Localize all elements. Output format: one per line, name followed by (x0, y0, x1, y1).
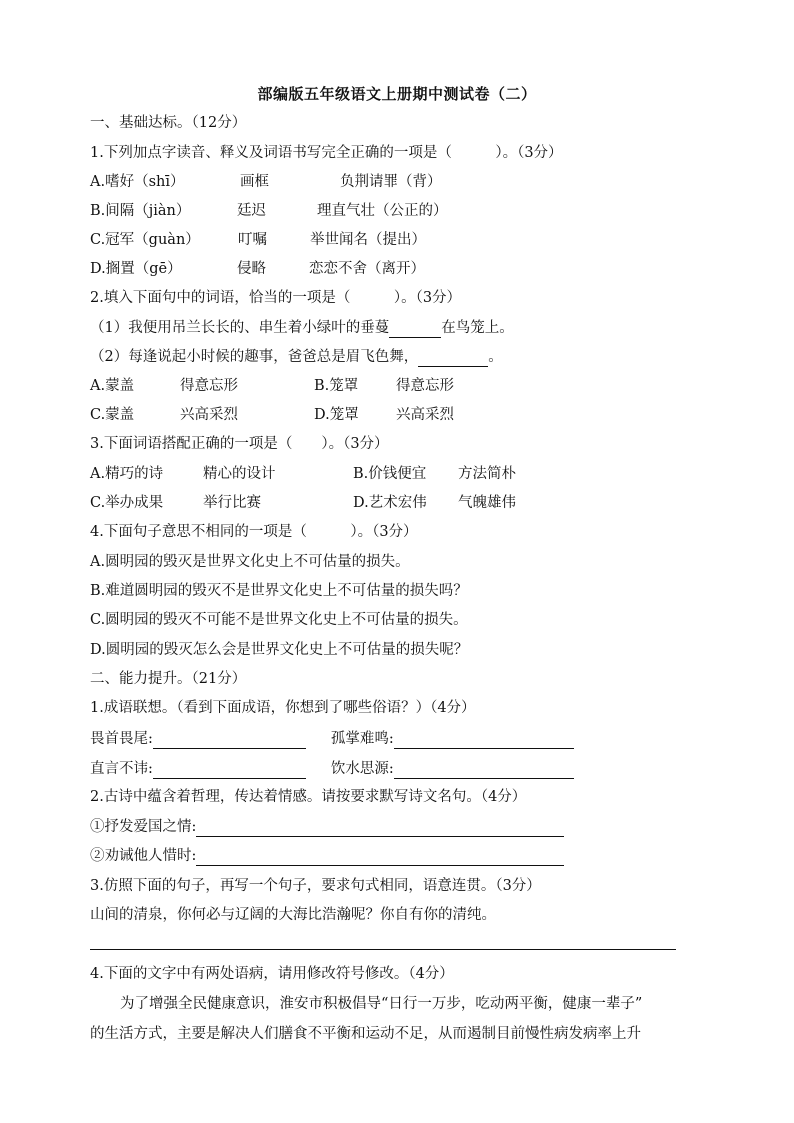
option-word: 叮嘱 (238, 232, 267, 248)
s2-q4-stem: 4.下面的文字中有两处语病，请用修改符号修改。（4分） (90, 966, 454, 982)
option-word: 画框 (240, 174, 269, 190)
idiom-label: 畏首畏尾: (90, 731, 153, 747)
option-word: 兴高采烈 (180, 407, 238, 423)
option-word: C.举办成果 (90, 495, 164, 511)
q1-stem: 1.下列加点字读音、释义及词语书写完全正确的一项是（ ）。（3分） (90, 145, 563, 161)
section2-heading: 二、能力提升。（21分） (90, 671, 247, 687)
option-word: B.间隔（jiàn） (90, 203, 191, 219)
option-word: 侵略 (237, 261, 266, 277)
sentence-text: （1）我便用吊兰长长的、串生着小绿叶的垂蔓 (90, 320, 390, 336)
q2-sentence-1 (90, 318, 514, 338)
q2-options-cd (90, 405, 454, 425)
q1-option-c (90, 230, 426, 250)
option-word: 恋恋不舍（离开） (309, 261, 425, 277)
q2-options-ab (90, 376, 454, 396)
option-word: 得意忘形 (396, 378, 454, 394)
answer-blank[interactable] (153, 733, 306, 749)
option-word: 举世闻名（提出） (310, 232, 426, 248)
option-word: 廷迟 (237, 203, 266, 219)
option-word: 理直气壮（公正的） (317, 203, 448, 219)
s2-q4-paragraph-line-2: 的生活方式，主要是解决人们膳食不平衡和运动不足，从而遏制目前慢性病发病率上升 (90, 1026, 641, 1042)
q2-sentence-2 (90, 347, 503, 367)
answer-blank[interactable] (196, 850, 564, 866)
q3-stem: 3.下面词语搭配正确的一项是（ ）。（3分） (90, 436, 389, 452)
q4-option-c: C.圆明园的毁灭不可能不是世界文化史上不可估量的损失。 (90, 612, 468, 628)
poem-label: ②劝诫他人惜时: (90, 848, 197, 864)
q3-options-cd (90, 493, 516, 513)
s2-q4-paragraph-line-1: 为了增强全民健康意识，淮安市积极倡导“日行一万步，吃动两平衡，健康一辈子” (120, 996, 643, 1012)
option-word: 负荆请罪（背） (340, 174, 442, 190)
section1-heading: 一、基础达标。（12分） (90, 115, 247, 131)
option-word: D.艺术宏伟 (353, 495, 427, 511)
sentence-text: 在鸟笼上。 (441, 320, 514, 336)
idiom-label: 饮水思源: (330, 761, 394, 777)
option-word: 气魄雄伟 (458, 495, 516, 511)
option-word: 精心的设计 (203, 466, 276, 482)
q4-option-a: A.圆明园的毁灭是世界文化史上不可估量的损失。 (90, 554, 410, 570)
q1-option-d (90, 259, 425, 279)
option-word: B.价钱便宜 (353, 466, 427, 482)
answer-blank[interactable] (153, 763, 306, 779)
option-word: 得意忘形 (180, 378, 238, 394)
answer-blank[interactable] (394, 763, 574, 779)
q4-option-d: D.圆明园的毁灭怎么会是世界文化史上不可估量的损失呢？ (90, 642, 469, 658)
idiom-label: 孤掌难鸣: (330, 731, 394, 747)
q3-options-ab (90, 464, 516, 484)
answer-line[interactable] (90, 949, 676, 950)
q1-option-b (90, 201, 448, 221)
idiom-label: 直言不讳: (90, 761, 153, 777)
fill-blank[interactable] (389, 322, 441, 338)
idiom-row-2 (90, 759, 574, 779)
s2-q3-stem: 3.仿照下面的句子，再写一个句子，要求句式相同，语意连贯。（3分） (90, 878, 541, 894)
option-word: D.笼罩 (314, 407, 359, 423)
fill-blank[interactable] (418, 351, 488, 367)
option-word: 方法简朴 (458, 466, 516, 482)
s2-q2-stem: 2.古诗中蕴含着哲理，传达着情感。请按要求默写诗文名句。（4分） (90, 789, 527, 805)
q4-option-b: B.难道圆明园的毁灭不是世界文化史上不可估量的损失吗？ (90, 583, 468, 599)
q2-stem: 2.填入下面句中的词语，恰当的一项是（ ）。（3分） (90, 290, 462, 306)
answer-blank[interactable] (394, 733, 574, 749)
option-word: C.冠军（guàn） (90, 232, 200, 248)
s2-q1-stem: 1.成语联想。（看到下面成语，你想到了哪些俗语？）（4分） (90, 700, 476, 716)
idiom-row-1 (90, 729, 574, 749)
poem-row-1 (90, 817, 564, 837)
s2-q3-example: 山间的清泉，你何必与辽阔的大海比浩瀚呢？你自有你的清纯。 (90, 907, 496, 923)
option-word: C.蒙盖 (90, 407, 135, 423)
answer-blank[interactable] (196, 821, 564, 837)
option-word: B.笼罩 (314, 378, 359, 394)
option-word: A.蒙盖 (90, 378, 135, 394)
sentence-text: 。 (488, 349, 503, 365)
sentence-text: （2）每逢说起小时候的趣事，爸爸总是眉飞色舞， (90, 349, 419, 365)
poem-row-2 (90, 846, 564, 866)
q1-option-a (90, 172, 442, 192)
poem-label: ①抒发爱国之情: (90, 819, 197, 835)
option-word: A.精巧的诗 (90, 466, 164, 482)
page-title: 部编版五年级语文上册期中测试卷（二） (257, 85, 537, 103)
option-word: A.嗜好（shī） (90, 174, 185, 190)
option-word: 兴高采烈 (396, 407, 454, 423)
option-word: 举行比赛 (203, 495, 261, 511)
q4-stem: 4.下面句子意思不相同的一项是（ ）。（3分） (90, 524, 418, 540)
option-word: D.搁置（gē） (90, 261, 182, 277)
